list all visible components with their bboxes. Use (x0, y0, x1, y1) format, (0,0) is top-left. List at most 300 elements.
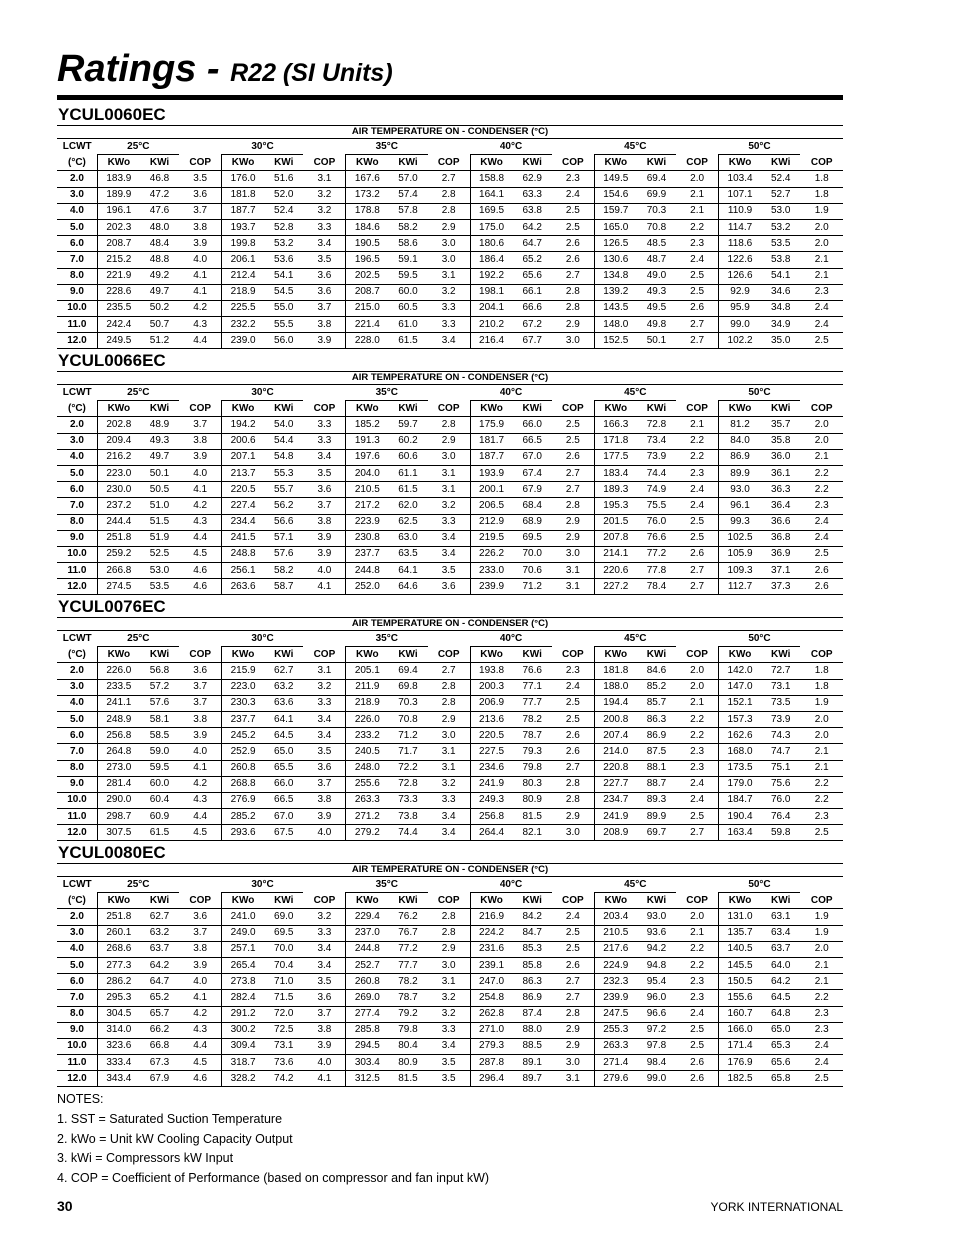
group-gap (676, 385, 718, 401)
table-cell: 59.0 (140, 744, 179, 760)
lcwt-value: 9.0 (57, 284, 97, 300)
table-cell: 271.4 (594, 1055, 636, 1071)
table-cell: 217.6 (594, 941, 636, 957)
table-cell: 244.8 (346, 941, 388, 957)
table-cell: 2.5 (676, 530, 718, 546)
table-cell: 66.5 (513, 433, 552, 449)
temp-group-header: 50°C (719, 877, 801, 893)
table-cell: 4.1 (179, 268, 221, 284)
table-cell: 286.2 (97, 974, 139, 990)
table-cell: 3.2 (303, 203, 345, 219)
table-cell: 73.1 (264, 1038, 303, 1054)
table-cell: 233.2 (346, 728, 388, 744)
table-cell: 3.7 (179, 679, 221, 695)
table-cell: 273.0 (97, 760, 139, 776)
table-cell: 200.6 (222, 433, 264, 449)
table-cell: 3.0 (428, 236, 470, 252)
table-cell: 255.3 (594, 1022, 636, 1038)
lcwt-value: 4.0 (57, 695, 97, 711)
table-cell: 85.2 (637, 679, 676, 695)
lcwt-value: 4.0 (57, 449, 97, 465)
table-cell: 197.6 (346, 449, 388, 465)
table-cell: 196.1 (97, 203, 139, 219)
column-header: KWi (140, 647, 179, 663)
table-row (57, 236, 843, 252)
table-cell: 66.0 (513, 417, 552, 433)
table-row (57, 663, 843, 679)
column-header: KWi (140, 401, 179, 417)
table-cell: 262.8 (470, 1006, 512, 1022)
table-cell: 239.1 (470, 957, 512, 973)
table-cell: 2.0 (800, 711, 843, 727)
table-cell: 3.3 (428, 792, 470, 808)
table-cell: 2.5 (676, 284, 718, 300)
table-cell: 163.4 (719, 825, 761, 841)
table-cell: 230.8 (346, 530, 388, 546)
table-cell: 64.1 (264, 711, 303, 727)
table-cell: 152.5 (594, 333, 636, 349)
lcwt-value: 8.0 (57, 268, 97, 284)
table-cell: 216.2 (97, 449, 139, 465)
table-cell: 3.8 (303, 317, 345, 333)
lcwt-value: 11.0 (57, 1055, 97, 1071)
table-cell: 1.8 (800, 663, 843, 679)
table-cell: 73.8 (388, 809, 427, 825)
lcwt-unit-header: (°C) (57, 893, 97, 909)
table-cell: 3.6 (179, 663, 221, 679)
table-cell: 2.0 (800, 728, 843, 744)
group-gap (800, 877, 843, 893)
column-header: KWo (719, 401, 761, 417)
column-header: COP (303, 155, 345, 171)
table-cell: 162.6 (719, 728, 761, 744)
table-cell: 2.2 (800, 776, 843, 792)
lcwt-value: 5.0 (57, 711, 97, 727)
table-row (57, 809, 843, 825)
table-cell: 53.0 (761, 203, 800, 219)
table-cell: 166.3 (594, 417, 636, 433)
table-row (57, 514, 843, 530)
table-cell: 219.5 (470, 530, 512, 546)
column-header: COP (428, 893, 470, 909)
table-cell: 155.6 (719, 990, 761, 1006)
table-cell: 2.9 (552, 530, 594, 546)
table-cell: 2.5 (676, 268, 718, 284)
table-cell: 194.4 (594, 695, 636, 711)
table-cell: 213.7 (222, 465, 264, 481)
column-header: KWo (470, 155, 512, 171)
table-row (57, 728, 843, 744)
temp-group-header: 50°C (719, 385, 801, 401)
table-cell: 2.4 (800, 317, 843, 333)
table-cell: 205.1 (346, 663, 388, 679)
table-cell: 2.6 (676, 1071, 718, 1087)
note-item: 1. SST = Saturated Suction Temperature (57, 1111, 283, 1126)
table-cell: 343.4 (97, 1071, 139, 1087)
table-row (57, 1006, 843, 1022)
table-cell: 2.7 (676, 825, 718, 841)
table-cell: 312.5 (346, 1071, 388, 1087)
table-row (57, 203, 843, 219)
table-cell: 152.1 (719, 695, 761, 711)
table-cell: 3.4 (428, 809, 470, 825)
table-cell: 3.4 (303, 449, 345, 465)
table-cell: 198.1 (470, 284, 512, 300)
table-cell: 148.0 (594, 317, 636, 333)
table-cell: 35.7 (761, 417, 800, 433)
table-cell: 3.4 (303, 941, 345, 957)
lcwt-unit-header: (°C) (57, 155, 97, 171)
column-header: KWi (264, 401, 303, 417)
table-cell: 4.4 (179, 530, 221, 546)
table-cell: 304.5 (97, 1006, 139, 1022)
column-header: KWi (513, 893, 552, 909)
table-cell: 2.4 (800, 300, 843, 316)
table-cell: 233.5 (97, 679, 139, 695)
table-cell: 1.9 (800, 909, 843, 925)
table-cell: 70.8 (388, 711, 427, 727)
temp-group-header: 45°C (594, 139, 676, 155)
table-cell: 193.9 (470, 465, 512, 481)
table-cell: 291.2 (222, 1006, 264, 1022)
table-cell: 48.9 (140, 417, 179, 433)
table-cell: 251.8 (97, 909, 139, 925)
table-cell: 2.4 (800, 530, 843, 546)
table-cell: 4.3 (179, 317, 221, 333)
table-cell: 247.0 (470, 974, 512, 990)
table-cell: 2.8 (552, 498, 594, 514)
table-cell: 4.1 (303, 579, 345, 595)
lcwt-value: 4.0 (57, 941, 97, 957)
column-header: KWi (264, 647, 303, 663)
table-cell: 84.2 (513, 909, 552, 925)
table-cell: 282.4 (222, 990, 264, 1006)
table-cell: 52.5 (140, 546, 179, 562)
column-header: KWi (637, 401, 676, 417)
table-cell: 244.8 (346, 563, 388, 579)
table-cell: 4.1 (179, 284, 221, 300)
table-cell: 2.8 (552, 300, 594, 316)
table-cell: 200.1 (470, 482, 512, 498)
group-gap (676, 139, 718, 155)
table-cell: 2.5 (552, 203, 594, 219)
group-gap (303, 631, 345, 647)
table-cell: 3.1 (428, 744, 470, 760)
table-cell: 3.7 (303, 776, 345, 792)
temp-group-header: 45°C (594, 877, 676, 893)
column-header: KWi (388, 647, 427, 663)
column-header: COP (428, 647, 470, 663)
column-header: KWi (140, 893, 179, 909)
table-cell: 277.4 (346, 1006, 388, 1022)
table-cell: 277.3 (97, 957, 139, 973)
table-cell: 2.4 (800, 1038, 843, 1054)
lcwt-unit-header: (°C) (57, 647, 97, 663)
table-cell: 157.3 (719, 711, 761, 727)
table-cell: 62.9 (513, 171, 552, 187)
table-cell: 50.5 (140, 482, 179, 498)
table-cell: 72.7 (761, 663, 800, 679)
table-cell: 131.0 (719, 909, 761, 925)
table-cell: 73.9 (761, 711, 800, 727)
table-cell: 3.1 (552, 1071, 594, 1087)
table-cell: 150.5 (719, 974, 761, 990)
table-cell: 260.8 (222, 760, 264, 776)
table-cell: 77.2 (637, 546, 676, 562)
table-cell: 98.4 (637, 1055, 676, 1071)
table-cell: 2.9 (552, 1022, 594, 1038)
table-cell: 237.7 (222, 711, 264, 727)
table-cell: 175.9 (470, 417, 512, 433)
table-cell: 78.7 (513, 728, 552, 744)
table-cell: 74.2 (264, 1071, 303, 1087)
column-header: KWi (513, 401, 552, 417)
table-cell: 3.9 (303, 530, 345, 546)
table-cell: 227.2 (594, 579, 636, 595)
table-row (57, 776, 843, 792)
column-header: KWi (761, 893, 800, 909)
table-cell: 77.7 (513, 695, 552, 711)
table-cell: 86.3 (637, 711, 676, 727)
table-cell: 2.6 (552, 744, 594, 760)
table-cell: 84.7 (513, 925, 552, 941)
table-cell: 2.9 (428, 433, 470, 449)
table-cell: 176.0 (222, 171, 264, 187)
table-cell: 252.7 (346, 957, 388, 973)
group-gap (676, 877, 718, 893)
table-cell: 66.0 (264, 776, 303, 792)
ratings-table (57, 617, 843, 841)
notes-heading: NOTES: (57, 1092, 104, 1106)
table-cell: 226.0 (97, 663, 139, 679)
table-cell: 307.5 (97, 825, 139, 841)
column-header: KWi (637, 893, 676, 909)
table-cell: 3.5 (428, 1055, 470, 1071)
table-cell: 287.8 (470, 1055, 512, 1071)
table-cell: 3.3 (428, 317, 470, 333)
notes (57, 1090, 489, 1189)
table-cell: 71.2 (513, 579, 552, 595)
table-cell: 2.1 (800, 760, 843, 776)
table-cell: 134.8 (594, 268, 636, 284)
table-cell: 2.6 (800, 563, 843, 579)
table-cell: 3.0 (552, 1055, 594, 1071)
table-cell: 2.5 (800, 1071, 843, 1087)
model-section (57, 105, 843, 349)
table-cell: 259.2 (97, 546, 139, 562)
table-cell: 239.9 (470, 579, 512, 595)
table-cell: 190.4 (719, 809, 761, 825)
table-row (57, 957, 843, 973)
table-cell: 65.0 (761, 1022, 800, 1038)
table-cell: 241.1 (97, 695, 139, 711)
table-row (57, 679, 843, 695)
table-cell: 3.0 (428, 252, 470, 268)
table-cell: 67.5 (264, 825, 303, 841)
table-cell: 67.2 (513, 317, 552, 333)
table-cell: 3.2 (303, 187, 345, 203)
table-cell: 281.4 (97, 776, 139, 792)
table-cell: 126.6 (719, 268, 761, 284)
column-header: COP (800, 893, 843, 909)
table-cell: 212.4 (222, 268, 264, 284)
table-cell: 67.7 (513, 333, 552, 349)
table-cell: 3.0 (428, 728, 470, 744)
table-cell: 92.9 (719, 284, 761, 300)
table-cell: 61.1 (388, 465, 427, 481)
table-cell: 182.5 (719, 1071, 761, 1087)
table-cell: 53.2 (761, 219, 800, 235)
table-cell: 208.7 (346, 284, 388, 300)
table-cell: 2.9 (428, 711, 470, 727)
table-cell: 3.3 (303, 695, 345, 711)
table-cell: 215.2 (97, 252, 139, 268)
table-cell: 2.5 (676, 1022, 718, 1038)
table-cell: 2.9 (428, 219, 470, 235)
table-cell: 2.3 (552, 663, 594, 679)
table-cell: 4.2 (179, 776, 221, 792)
table-cell: 135.7 (719, 925, 761, 941)
table-cell: 227.7 (594, 776, 636, 792)
table-cell: 3.5 (303, 974, 345, 990)
table-cell: 65.6 (761, 1055, 800, 1071)
table-cell: 3.8 (179, 219, 221, 235)
table-cell: 75.6 (761, 776, 800, 792)
table-cell: 52.4 (761, 171, 800, 187)
table-cell: 3.8 (303, 514, 345, 530)
page-number: 30 (57, 1198, 73, 1214)
table-cell: 207.1 (222, 449, 264, 465)
table-cell: 48.4 (140, 236, 179, 252)
table-row (57, 744, 843, 760)
table-cell: 2.2 (800, 792, 843, 808)
table-cell: 202.3 (97, 219, 139, 235)
table-cell: 49.3 (637, 284, 676, 300)
table-cell: 3.9 (179, 728, 221, 744)
table-cell: 333.4 (97, 1055, 139, 1071)
table-cell: 3.3 (303, 219, 345, 235)
group-gap (179, 631, 221, 647)
lcwt-value: 12.0 (57, 579, 97, 595)
table-cell: 268.6 (97, 941, 139, 957)
table-cell: 66.1 (513, 284, 552, 300)
table-cell: 53.5 (140, 579, 179, 595)
table-cell: 65.7 (140, 1006, 179, 1022)
column-header: COP (428, 401, 470, 417)
table-cell: 218.9 (222, 284, 264, 300)
column-header: KWi (637, 155, 676, 171)
table-cell: 79.2 (388, 1006, 427, 1022)
lcwt-value: 5.0 (57, 957, 97, 973)
lcwt-value: 10.0 (57, 546, 97, 562)
table-cell: 63.2 (264, 679, 303, 695)
table-cell: 279.3 (470, 1038, 512, 1054)
table-cell: 3.7 (179, 925, 221, 941)
table-cell: 54.4 (264, 433, 303, 449)
table-cell: 2.7 (552, 990, 594, 1006)
table-cell: 3.9 (179, 957, 221, 973)
table-cell: 60.4 (140, 792, 179, 808)
table-cell: 3.4 (428, 546, 470, 562)
table-cell: 225.5 (222, 300, 264, 316)
lcwt-value: 5.0 (57, 465, 97, 481)
table-cell: 62.7 (264, 663, 303, 679)
table-cell: 234.7 (594, 792, 636, 808)
table-cell: 36.1 (761, 465, 800, 481)
table-cell: 65.5 (264, 760, 303, 776)
table-cell: 216.4 (470, 333, 512, 349)
table-row (57, 941, 843, 957)
table-cell: 206.1 (222, 252, 264, 268)
table-cell: 208.9 (594, 825, 636, 841)
table-cell: 54.1 (761, 268, 800, 284)
table-cell: 4.0 (179, 744, 221, 760)
temp-group-header: 30°C (222, 385, 304, 401)
table-cell: 84.0 (719, 433, 761, 449)
lcwt-value: 4.0 (57, 203, 97, 219)
table-cell: 3.0 (552, 333, 594, 349)
table-row (57, 433, 843, 449)
table-cell: 202.8 (97, 417, 139, 433)
table-cell: 189.9 (97, 187, 139, 203)
group-gap (676, 631, 718, 647)
table-cell: 81.5 (388, 1071, 427, 1087)
table-cell: 4.2 (179, 1006, 221, 1022)
table-cell: 200.8 (594, 711, 636, 727)
table-cell: 279.2 (346, 825, 388, 841)
table-row (57, 465, 843, 481)
table-cell: 224.2 (470, 925, 512, 941)
table-cell: 97.8 (637, 1038, 676, 1054)
table-cell: 69.4 (388, 663, 427, 679)
table-cell: 177.5 (594, 449, 636, 465)
table-cell: 266.8 (97, 563, 139, 579)
table-cell: 3.4 (303, 236, 345, 252)
table-row (57, 417, 843, 433)
table-cell: 241.0 (222, 909, 264, 925)
column-header: KWi (264, 893, 303, 909)
table-cell: 3.0 (552, 546, 594, 562)
table-cell: 3.1 (552, 563, 594, 579)
table-cell: 264.4 (470, 825, 512, 841)
table-cell: 73.1 (761, 679, 800, 695)
table-cell: 2.6 (552, 449, 594, 465)
column-header: COP (303, 893, 345, 909)
group-gap (552, 385, 594, 401)
table-cell: 96.6 (637, 1006, 676, 1022)
table-row (57, 219, 843, 235)
table-cell: 61.0 (388, 317, 427, 333)
table-cell: 2.5 (552, 433, 594, 449)
table-cell: 3.3 (303, 925, 345, 941)
table-cell: 67.9 (140, 1071, 179, 1087)
table-cell: 2.7 (676, 317, 718, 333)
table-row (57, 546, 843, 562)
table-cell: 186.4 (470, 252, 512, 268)
table-cell: 3.6 (428, 579, 470, 595)
table-row (57, 1038, 843, 1054)
table-cell: 3.9 (303, 1038, 345, 1054)
table-cell: 109.3 (719, 563, 761, 579)
table-cell: 3.5 (428, 1071, 470, 1087)
table-cell: 78.7 (388, 990, 427, 1006)
table-cell: 209.4 (97, 433, 139, 449)
table-cell: 176.9 (719, 1055, 761, 1071)
table-cell: 3.3 (428, 1022, 470, 1038)
table-cell: 2.8 (552, 792, 594, 808)
table-cell: 59.8 (761, 825, 800, 841)
table-cell: 3.0 (428, 957, 470, 973)
